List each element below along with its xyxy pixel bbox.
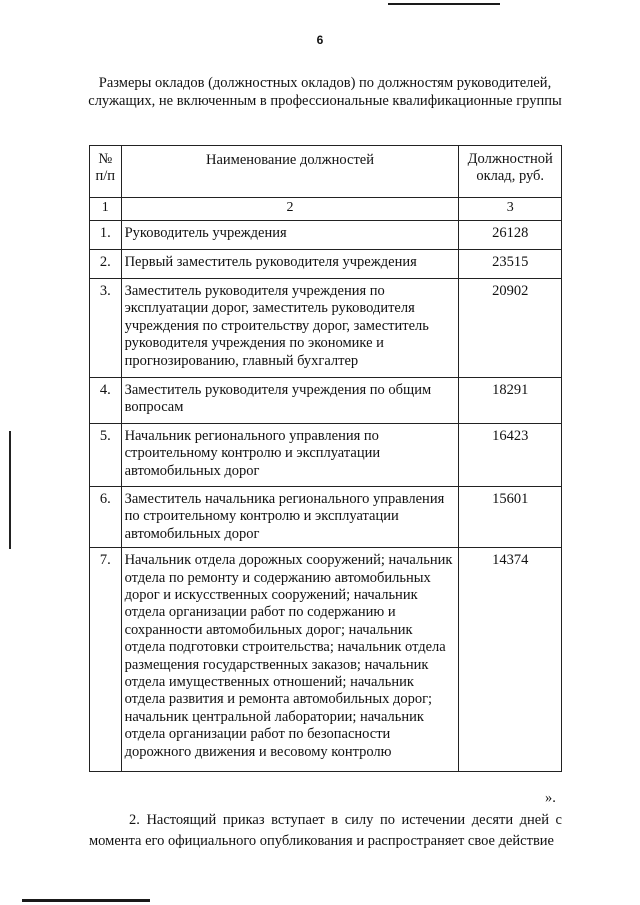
table-row xyxy=(90,548,562,772)
row-position: Руководитель учреждения xyxy=(121,221,459,250)
row-num: 2. xyxy=(90,250,122,279)
row-num: 6. xyxy=(90,487,122,548)
page-number: 6 xyxy=(316,33,324,47)
row-position: Заместитель начальника регионального управления по строительному контролю и эксплуатации автомобильных дорог xyxy=(121,487,459,548)
column-number: 1 xyxy=(90,198,122,221)
header-num: № п/п xyxy=(90,146,122,198)
row-salary: 23515 xyxy=(459,250,562,279)
row-salary: 16423 xyxy=(459,424,562,487)
row-position: Заместитель руководителя учреждения по общим вопросам xyxy=(121,378,459,424)
row-position: Первый заместитель руководителя учреждения xyxy=(121,250,459,279)
row-salary: 14374 xyxy=(459,548,562,772)
row-position: Заместитель руководителя учреждения по эксплуатации дорог, заместитель руководителя учреждения по строительству дорог, заместитель руководителя учреждения по экономике и прогнозированию, главный бухгалтер xyxy=(121,279,459,378)
table-row xyxy=(90,221,562,250)
scan-bottom-mark xyxy=(22,899,150,902)
header-name: Наименование должностей xyxy=(121,146,459,198)
column-number-row xyxy=(90,198,562,221)
row-position: Начальник регионального управления по строительному контролю и эксплуатации автомобильных дорог xyxy=(121,424,459,487)
table-header-row xyxy=(90,146,562,198)
table-row xyxy=(90,250,562,279)
column-number: 2 xyxy=(121,198,459,221)
salary-table xyxy=(89,145,562,772)
table-row xyxy=(90,279,562,378)
column-number: 3 xyxy=(459,198,562,221)
table-row xyxy=(90,378,562,424)
row-position: Начальник отдела дорожных сооружений; начальник отдела по ремонту и содержанию автомобильных дорог и искусственных сооружений; начальник отдела организации работ по содержанию и сохранности автомобильных дорог; начальник отдела подготовки строительства; начальник отдела размещения государственных заказов; начальник отдела имущественных отношений; начальник отдела развития и ремонта автомобильных дорог; начальник центральной лаборатории; начальник отдела организации работ по безопасности дорожного движения и весовому контролю xyxy=(121,548,459,772)
scan-left-mark xyxy=(9,431,11,549)
row-num: 1. xyxy=(90,221,122,250)
row-num: 3. xyxy=(90,279,122,378)
row-num: 5. xyxy=(90,424,122,487)
row-num: 7. xyxy=(90,548,122,772)
closing-quote: ». xyxy=(545,790,556,806)
row-salary: 18291 xyxy=(459,378,562,424)
body-paragraph: 2. Настоящий приказ вступает в силу по истечении десяти дней с момента его официального опубликования и распространяет свое действие xyxy=(89,812,562,849)
header-salary: Должностной оклад, руб. xyxy=(459,146,562,198)
table-row xyxy=(90,487,562,548)
table-row xyxy=(90,424,562,487)
row-salary: 15601 xyxy=(459,487,562,548)
row-salary: 26128 xyxy=(459,221,562,250)
row-salary: 20902 xyxy=(459,279,562,378)
scan-top-mark xyxy=(388,3,500,5)
table-heading: Размеры окладов (должностных окладов) по должностям руководителей, служащих, не включенным в профессиональные квалификационные группы xyxy=(88,75,562,109)
row-num: 4. xyxy=(90,378,122,424)
